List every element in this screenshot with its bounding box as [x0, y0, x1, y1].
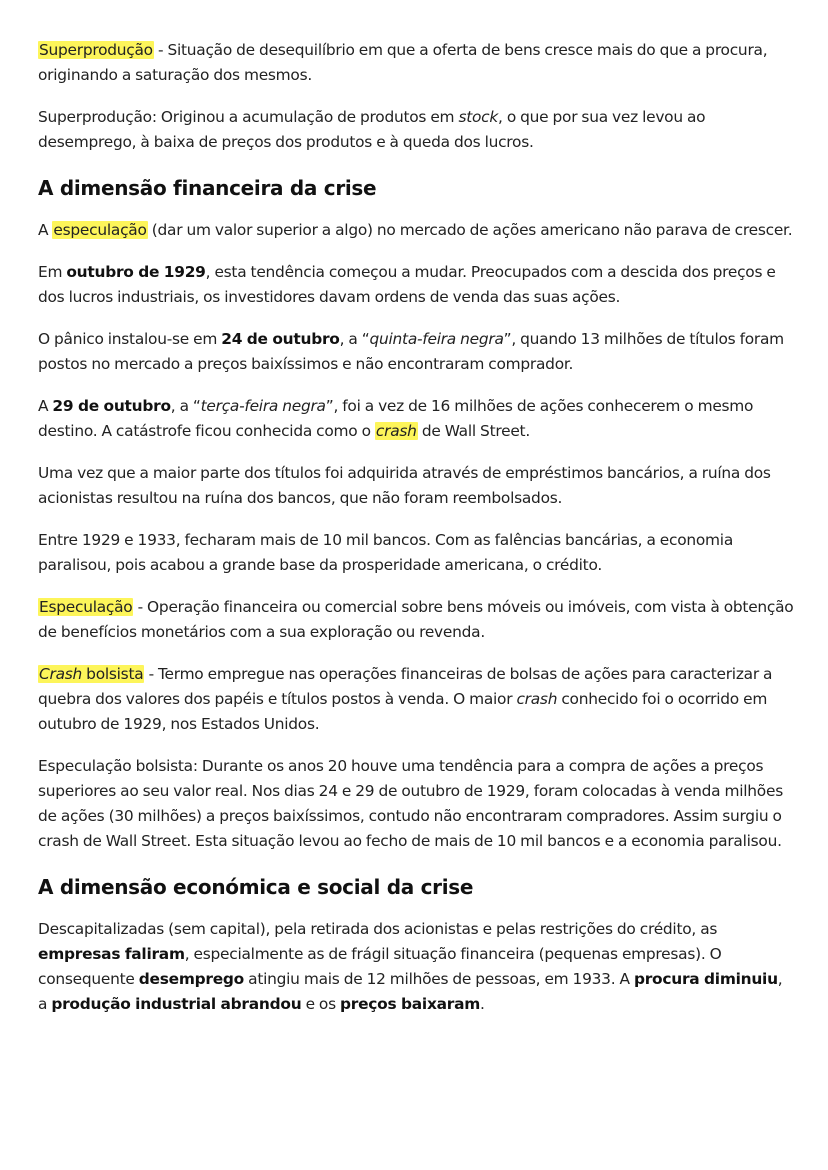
highlighted-term: Superprodução — [39, 41, 153, 59]
section-heading-financial: A dimensão financeira da crise — [38, 176, 377, 200]
highlighted-term: Crash bolsista — [39, 665, 144, 683]
paragraph-especulacao-bolsista: Especulação bolsista: Durante os anos 20 houve uma tendência para a compra de ações a preços superiores ao seu valor real. Nos dias 24 e 29 de outubro de 1929, foram colocadas à venda milhões de ações (30 milhões) a preços baixíssimos, contudo não encontraram compradores. Assim surgiu o crash de Wall Street. Esta situação levou ao fecho de mais de 10 mil bancos e a economia paralisou. — [38, 757, 783, 850]
definition-superproducao: Superprodução - Situação de desequilíbrio em que a oferta de bens cresce mais do que a procura, originando a saturação dos mesmos. — [38, 41, 768, 84]
paragraph-october-1929: Em outubro de 1929, esta tendência começou a mudar. Preocupados com a descida dos preços e dos lucros industriais, os investidores davam ordens de venda das suas ações. — [38, 263, 776, 306]
paragraph-speculation: A especulação (dar um valor superior a algo) no mercado de ações americano não parava de crescer. — [38, 221, 793, 239]
paragraph-bank-ruin: Uma vez que a maior parte dos títulos foi adquirida através de empréstimos bancários, a ruína dos acionistas resultou na ruína dos bancos, que não foram reembolsados. — [38, 464, 771, 507]
paragraph-black-tuesday: A 29 de outubro, a “terça-feira negra”, foi a vez de 16 milhões de ações conhecerem o mesmo destino. A catástrofe ficou conhecida como o crash de Wall Street. — [38, 397, 754, 440]
highlighted-term: Especulação — [39, 598, 133, 616]
definition-especulacao: Especulação - Operação financeira ou comercial sobre bens móveis ou imóveis, com vista à obtenção de benefícios monetários com a sua exploração ou revenda. — [38, 598, 794, 641]
highlighted-term: crash — [375, 422, 417, 440]
highlighted-term: especulação — [53, 221, 147, 239]
paragraph-black-thursday: O pânico instalou-se em 24 de outubro, a “quinta-feira negra”, quando 13 milhões de títulos foram postos no mercado a preços baixíssimos e não encontraram comprador. — [38, 330, 784, 373]
paragraph-economic-effects: Descapitalizadas (sem capital), pela retirada dos acionistas e pelas restrições do crédito, as empresas faliram, especialmente as de frágil situação financeira (pequenas empresas). O consequente desemprego atingiu mais de 12 milhões de pessoas, em 1933. A procura diminuiu, a produção industrial abrandou e os preços baixaram. — [38, 920, 783, 1013]
paragraph-bank-closures: Entre 1929 e 1933, fecharam mais de 10 mil bancos. Com as falências bancárias, a economia paralisou, pois acabou a grande base da prosperidade americana, o crédito. — [38, 531, 733, 574]
section-heading-economic-social: A dimensão económica e social da crise — [38, 875, 474, 899]
definition-crash-bolsista: Crash bolsista - Termo empregue nas operações financeiras de bolsas de ações para caracterizar a quebra dos valores dos papéis e títulos postos à venda. O maior crash conhecido foi o ocorrido em outubro de 1929, nos Estados Unidos. — [38, 665, 773, 733]
paragraph-superproducao-effects: Superprodução: Originou a acumulação de produtos em stock, o que por sua vez levou ao desemprego, à baixa de preços dos produtos e à queda dos lucros. — [38, 108, 706, 151]
